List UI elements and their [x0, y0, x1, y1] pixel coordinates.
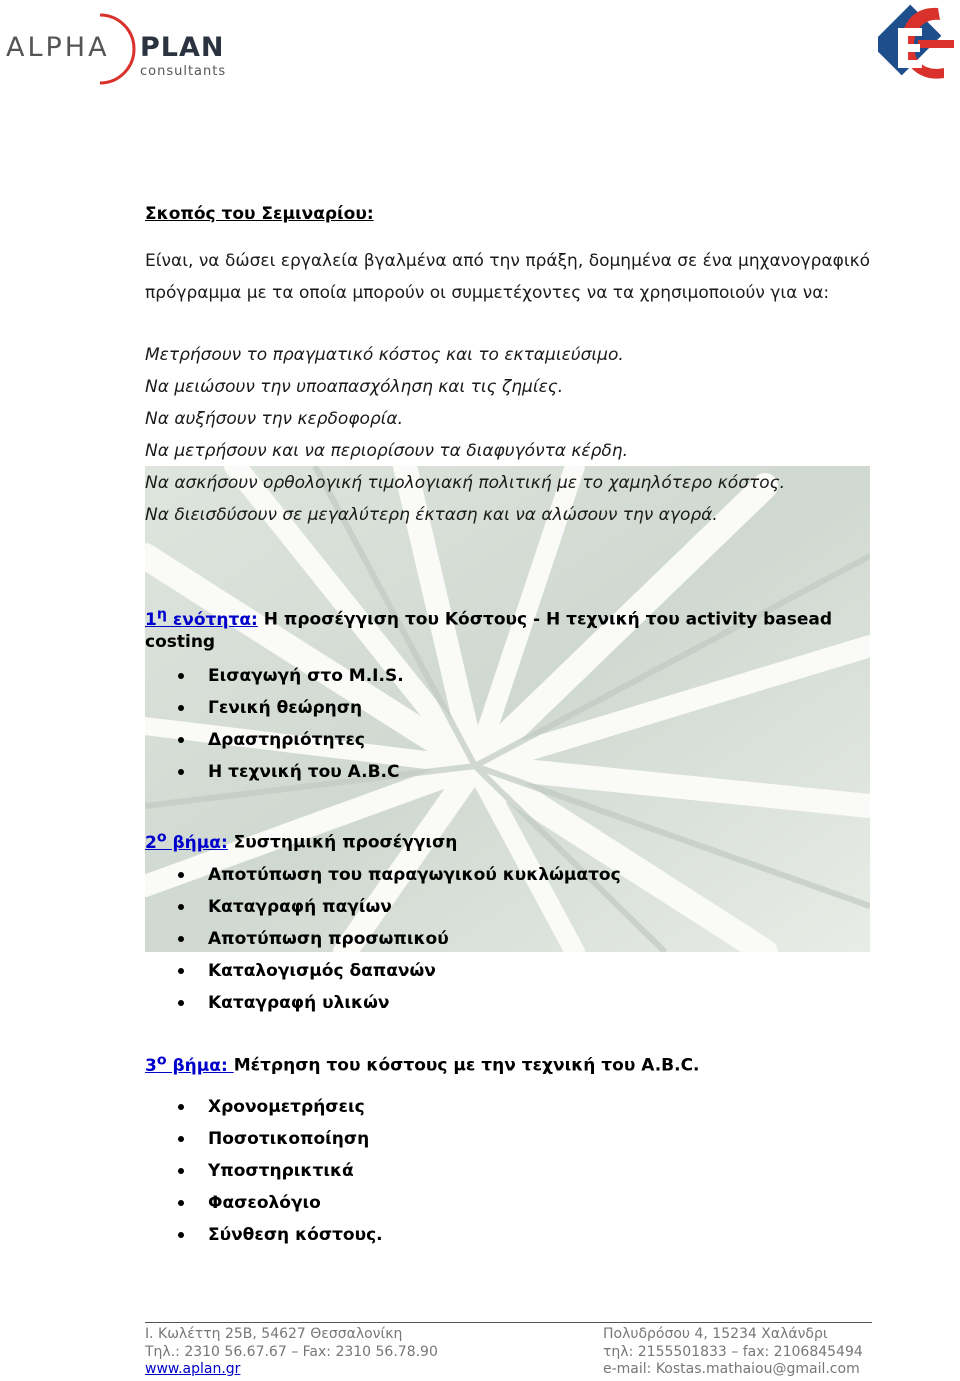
section-3-number: 3: [145, 1055, 157, 1076]
footer-divider: [145, 1322, 872, 1323]
section-1-label: [145, 606, 258, 630]
list-item-text: Φασεολόγιο: [208, 1193, 321, 1213]
list-item-text: Ποσοτικοποίηση: [208, 1129, 370, 1149]
section-2-label: [145, 829, 228, 853]
goal-item: Να μειώσουν την υποαπασχόληση και τις ζημίες.: [145, 377, 564, 397]
bullet-icon: [178, 1200, 184, 1206]
list-item-text: Καταγραφή παγίων: [208, 897, 392, 917]
list-item-text: Υποστηρικτικά: [208, 1161, 354, 1181]
footer-phone-chalandri: τηλ: 2155501833 – fax: 2106845494: [603, 1343, 863, 1360]
goals-list: [145, 339, 785, 531]
footer-address-chalandri: Πολυδρόσου 4, 15234 Χαλάνδρι: [603, 1326, 828, 1342]
list-item: [175, 692, 404, 724]
bullet-icon: [178, 904, 184, 910]
section-2-lead: βήμα:: [166, 832, 228, 853]
section-2-list: [175, 859, 621, 1019]
bullet-icon: [178, 673, 184, 679]
list-item-text: Καταγραφή υλικών: [208, 993, 390, 1013]
section-1-sup: η: [156, 606, 167, 622]
website-link[interactable]: www.aplan.gr: [145, 1361, 241, 1377]
list-item-text: Η τεχνική του A.B.C: [208, 762, 400, 782]
list-item: [175, 1187, 383, 1219]
list-item: [175, 756, 404, 788]
goal-item: Να διεισδύσουν σε μεγαλύτερη έκταση και να αλώσουν την αγορά.: [145, 505, 718, 525]
logo-arc-icon: [94, 12, 138, 86]
section-3-heading: Μέτρηση του κόστους με την τεχνική του A.B.C.: [233, 1055, 700, 1076]
list-item-text: Αποτύπωση του παραγωγικού κυκλώματος: [208, 865, 621, 885]
bullet-icon: [178, 1232, 184, 1238]
list-item: [175, 660, 404, 692]
section-3-title: [145, 1049, 870, 1077]
bullet-icon: [178, 1136, 184, 1142]
bullet-icon: [178, 737, 184, 743]
list-item: [175, 1155, 383, 1187]
section-3-list: [175, 1091, 383, 1251]
ce-logo: [878, 2, 958, 86]
list-item: [175, 859, 621, 891]
list-item: [175, 1123, 383, 1155]
list-item-text: Αποτύπωση προσωπικού: [208, 929, 449, 949]
footer-address-thessaloniki: Ι. Κωλέττη 25Β, 54627 Θεσσαλονίκη: [145, 1326, 403, 1342]
list-item-text: Χρονομετρήσεις: [208, 1097, 365, 1117]
section-1-list: [175, 660, 404, 788]
list-item-text: Εισαγωγή στο M.I.S.: [208, 666, 404, 686]
goal-item: Να ασκήσουν ορθολογική τιμολογιακή πολιτική με το χαμηλότερο κόστος.: [145, 473, 785, 493]
goal-item: Να αυξήσουν την κερδοφορία.: [145, 409, 404, 429]
section-1-number: 1: [145, 609, 157, 630]
section-3-sup: ο: [156, 1052, 167, 1068]
ce-logo-icon: [878, 2, 958, 86]
list-item-text: Δραστηριότητες: [208, 730, 366, 750]
footer-left: [145, 1326, 438, 1379]
list-item: [175, 724, 404, 756]
section-1-lead: ενότητα:: [166, 609, 258, 630]
section-1-heading: Η προσέγγιση του Κόστους - Η τεχνική του activity basead costing: [145, 609, 833, 652]
goal-item: Να μετρήσουν και να περιορίσουν τα διαφυγόντα κέρδη.: [145, 441, 628, 461]
list-item: [175, 955, 621, 987]
section-2-title: [145, 826, 870, 854]
list-item: [175, 923, 621, 955]
list-item-text: Σύνθεση κόστους.: [208, 1225, 383, 1245]
bullet-icon: [178, 968, 184, 974]
list-item: [175, 987, 621, 1019]
intro-paragraph: Είναι, να δώσει εργαλεία βγαλμένα από την πράξη, δομημένα σε ένα μηχανογραφικό πρόγραμμα με τα οποία μπορούν οι συμμετέχοντες να τα χρησιμοποιούν για να:: [145, 251, 870, 303]
bullet-icon: [178, 705, 184, 711]
list-item: [175, 1219, 383, 1251]
footer-phone-thessaloniki: Τηλ.: 2310 56.67.67 – Fax: 2310 56.78.90: [145, 1343, 438, 1360]
alpha-plan-logo: [6, 12, 226, 86]
bullet-icon: [178, 936, 184, 942]
goal-item: Μετρήσουν το πραγματικό κόστος και το εκταμιεύσιμο.: [145, 345, 624, 365]
footer-email: e-mail: Kostas.mathaiou@gmail.com: [603, 1361, 860, 1377]
logo-word-alpha: ALPHA: [6, 32, 110, 63]
footer-right: [603, 1326, 863, 1379]
bullet-icon: [178, 769, 184, 775]
bullet-icon: [178, 872, 184, 878]
section-3-lead: βήμα:: [166, 1055, 234, 1076]
page-title: Σκοπός του Σεμιναρίου:: [145, 204, 374, 224]
logo-word-consultants: consultants: [140, 64, 227, 79]
section-2-number: 2: [145, 832, 157, 853]
bullet-icon: [178, 1104, 184, 1110]
bullet-icon: [178, 1168, 184, 1174]
section-3-label: [145, 1052, 234, 1076]
section-1-title: [145, 603, 870, 653]
list-item-text: Γενική θεώρηση: [208, 698, 363, 718]
logo-word-plan: PLAN: [140, 32, 225, 63]
list-item: [175, 1091, 383, 1123]
list-item: [175, 891, 621, 923]
section-2-sup: ο: [156, 829, 167, 845]
list-item-text: Καταλογισμός δαπανών: [208, 961, 436, 981]
bullet-icon: [178, 1000, 184, 1006]
section-2-heading: Συστημική προσέγγιση: [227, 832, 458, 853]
